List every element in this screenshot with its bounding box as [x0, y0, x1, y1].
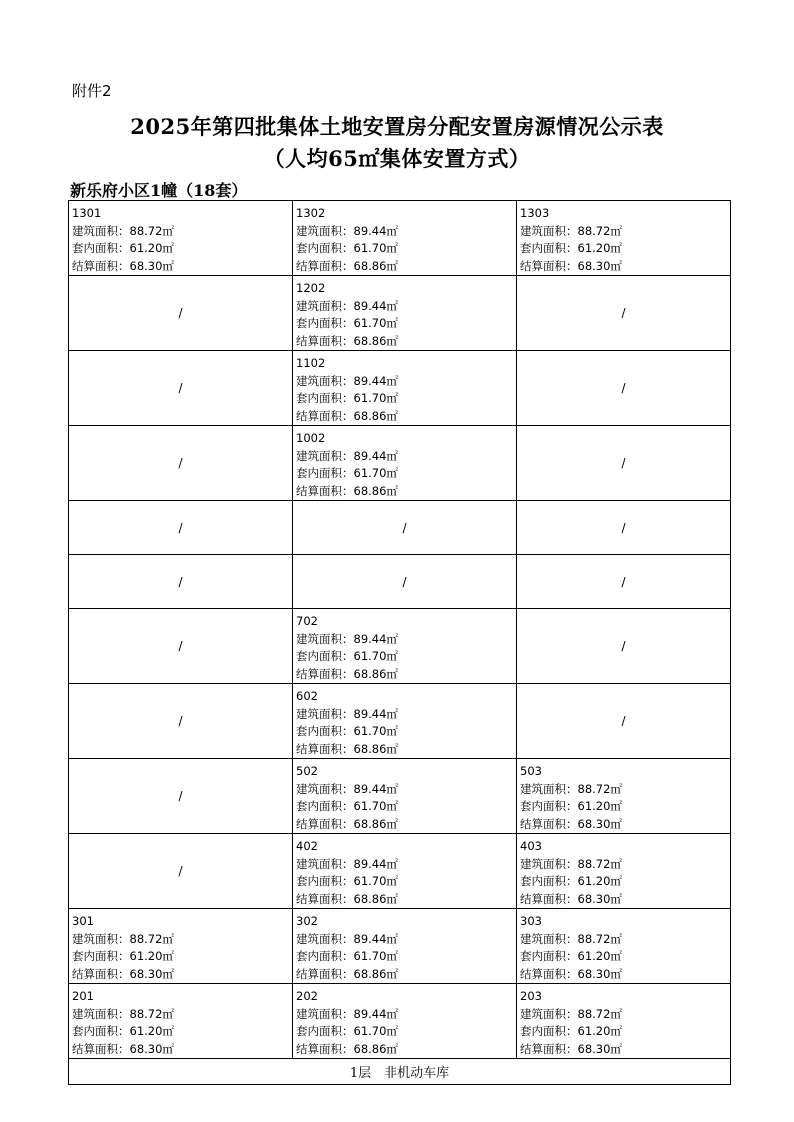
- unit-number: 1301: [72, 206, 102, 220]
- unit-number: 301: [72, 914, 94, 928]
- unit-info: [517, 909, 730, 983]
- settlement-area: 结算面积：68.86㎡: [296, 483, 398, 498]
- interior-area: 套内面积：61.70㎡: [296, 724, 398, 738]
- table-row: [69, 426, 731, 501]
- building-area: 建筑面积：88.72㎡: [72, 931, 174, 946]
- empty-unit-cell: /: [69, 351, 293, 426]
- empty-unit-cell: /: [517, 501, 731, 555]
- interior-area: 套内面积：61.20㎡: [72, 949, 174, 963]
- unit-info: [293, 984, 516, 1058]
- unit-info: [517, 984, 730, 1058]
- empty-unit-cell: /: [517, 276, 731, 351]
- unit-number: 503: [520, 764, 542, 778]
- settlement-area: 结算面积：68.30㎡: [520, 966, 622, 981]
- building-area: 建筑面积：88.72㎡: [72, 1006, 174, 1021]
- interior-area: 套内面积：61.20㎡: [520, 874, 622, 888]
- unit-info: [69, 201, 292, 275]
- interior-area: 套内面积：61.70㎡: [296, 241, 398, 255]
- unit-number: 702: [296, 614, 318, 628]
- settlement-area: 结算面积：68.30㎡: [520, 1041, 622, 1056]
- unit-cell: [293, 276, 517, 351]
- empty-unit-cell: /: [69, 555, 293, 609]
- empty-unit-cell: /: [69, 834, 293, 909]
- building-area: 建筑面积：89.44㎡: [296, 781, 398, 796]
- unit-number: 402: [296, 839, 318, 853]
- unit-table: [68, 200, 731, 1085]
- interior-area: 套内面积：61.70㎡: [296, 949, 398, 963]
- table-row: [69, 351, 731, 426]
- interior-area: 套内面积：61.70㎡: [296, 874, 398, 888]
- settlement-area: 结算面积：68.30㎡: [520, 891, 622, 906]
- empty-unit-cell: /: [69, 276, 293, 351]
- unit-cell: [517, 834, 731, 909]
- empty-unit-cell: /: [517, 609, 731, 684]
- interior-area: 套内面积：61.20㎡: [72, 241, 174, 255]
- unit-info: [293, 351, 516, 425]
- unit-cell: [293, 759, 517, 834]
- settlement-area: 结算面积：68.30㎡: [72, 258, 174, 273]
- settlement-area: 结算面积：68.86㎡: [296, 666, 398, 681]
- unit-number: 403: [520, 839, 542, 853]
- building-area: 建筑面积：88.72㎡: [520, 781, 622, 796]
- settlement-area: 结算面积：68.30㎡: [520, 816, 622, 831]
- table-row: [69, 759, 731, 834]
- unit-cell: [517, 201, 731, 276]
- unit-cell: [293, 834, 517, 909]
- settlement-area: 结算面积：68.86㎡: [296, 891, 398, 906]
- empty-unit-cell: /: [293, 501, 517, 555]
- settlement-area: 结算面积：68.86㎡: [296, 258, 398, 273]
- unit-number: 1302: [296, 206, 326, 220]
- table-row: [69, 555, 731, 609]
- building-area: 建筑面积：89.44㎡: [296, 931, 398, 946]
- settlement-area: 结算面积：68.86㎡: [296, 741, 398, 756]
- settlement-area: 结算面积：68.30㎡: [72, 966, 174, 981]
- page-subtitle: （人均65㎡集体安置方式）: [263, 146, 531, 171]
- empty-unit-cell: /: [517, 684, 731, 759]
- unit-cell: [69, 909, 293, 984]
- interior-area: 套内面积：61.20㎡: [72, 1024, 174, 1038]
- unit-cell: [293, 201, 517, 276]
- building-area: 建筑面积：89.44㎡: [296, 706, 398, 721]
- settlement-area: 结算面积：68.86㎡: [296, 816, 398, 831]
- page-title: 2025年第四批集体土地安置房分配安置房源情况公示表: [130, 114, 664, 139]
- unit-cell: [293, 351, 517, 426]
- unit-cell: [293, 684, 517, 759]
- table-row: [69, 201, 731, 276]
- unit-cell: [517, 984, 731, 1059]
- interior-area: 套内面积：61.20㎡: [520, 799, 622, 813]
- empty-unit-cell: /: [293, 555, 517, 609]
- interior-area: 套内面积：61.70㎡: [296, 649, 398, 663]
- building-area: 建筑面积：89.44㎡: [296, 298, 398, 313]
- settlement-area: 结算面积：68.86㎡: [296, 408, 398, 423]
- unit-info: [293, 684, 516, 758]
- settlement-area: 结算面积：68.30㎡: [72, 1041, 174, 1056]
- unit-cell: [293, 909, 517, 984]
- unit-info: [293, 909, 516, 983]
- unit-info: [517, 759, 730, 833]
- unit-cell: [517, 759, 731, 834]
- table-row: [69, 501, 731, 555]
- unit-info: [293, 201, 516, 275]
- settlement-area: 结算面积：68.86㎡: [296, 333, 398, 348]
- empty-unit-cell: /: [517, 426, 731, 501]
- interior-area: 套内面积：61.70㎡: [296, 799, 398, 813]
- building-area: 建筑面积：89.44㎡: [296, 856, 398, 871]
- building-area: 建筑面积：88.72㎡: [520, 1006, 622, 1021]
- building-area: 建筑面积：88.72㎡: [520, 931, 622, 946]
- empty-unit-cell: /: [69, 609, 293, 684]
- unit-cell: [69, 201, 293, 276]
- unit-cell: [293, 609, 517, 684]
- interior-area: 套内面积：61.20㎡: [520, 241, 622, 255]
- interior-area: 套内面积：61.70㎡: [296, 316, 398, 330]
- building-area: 建筑面积：89.44㎡: [296, 1006, 398, 1021]
- empty-unit-cell: /: [69, 426, 293, 501]
- unit-number: 201: [72, 989, 94, 1003]
- table-row: [69, 609, 731, 684]
- unit-info: [293, 834, 516, 908]
- building-heading: 新乐府小区1幢（18套）: [70, 181, 248, 200]
- unit-info: [293, 609, 516, 683]
- unit-cell: [293, 984, 517, 1059]
- unit-number: 1102: [296, 356, 326, 370]
- unit-number: 303: [520, 914, 542, 928]
- interior-area: 套内面积：61.70㎡: [296, 391, 398, 405]
- unit-number: 502: [296, 764, 318, 778]
- settlement-area: 结算面积：68.86㎡: [296, 966, 398, 981]
- building-area: 建筑面积：88.72㎡: [520, 223, 622, 238]
- building-area: 建筑面积：89.44㎡: [296, 631, 398, 646]
- table-row: [69, 1059, 731, 1085]
- unit-cell: [517, 909, 731, 984]
- empty-unit-cell: /: [517, 351, 731, 426]
- building-area: 建筑面积：88.72㎡: [72, 223, 174, 238]
- unit-number: 202: [296, 989, 318, 1003]
- empty-unit-cell: /: [69, 684, 293, 759]
- interior-area: 套内面积：61.20㎡: [520, 949, 622, 963]
- unit-info: [293, 426, 516, 500]
- unit-info: [69, 984, 292, 1058]
- table-row: [69, 834, 731, 909]
- unit-number: 1303: [520, 206, 550, 220]
- unit-number: 1202: [296, 281, 326, 295]
- unit-number: 302: [296, 914, 318, 928]
- unit-table-body: [69, 201, 731, 1059]
- unit-info: [517, 834, 730, 908]
- table-row: [69, 984, 731, 1059]
- interior-area: 套内面积：61.20㎡: [520, 1024, 622, 1038]
- unit-info: [69, 909, 292, 983]
- ground-floor-note: 1层 非机动车库: [69, 1059, 731, 1085]
- interior-area: 套内面积：61.70㎡: [296, 466, 398, 480]
- building-area: 建筑面积：89.44㎡: [296, 373, 398, 388]
- unit-cell: [293, 426, 517, 501]
- attachment-label: 附件2: [72, 82, 112, 100]
- unit-info: [517, 201, 730, 275]
- building-area: 建筑面积：89.44㎡: [296, 448, 398, 463]
- building-area: 建筑面积：89.44㎡: [296, 223, 398, 238]
- unit-number: 203: [520, 989, 542, 1003]
- settlement-area: 结算面积：68.30㎡: [520, 258, 622, 273]
- unit-info: [293, 759, 516, 833]
- unit-number: 602: [296, 689, 318, 703]
- empty-unit-cell: /: [69, 501, 293, 555]
- settlement-area: 结算面积：68.86㎡: [296, 1041, 398, 1056]
- table-row: [69, 684, 731, 759]
- table-row: [69, 276, 731, 351]
- unit-number: 1002: [296, 431, 326, 445]
- interior-area: 套内面积：61.70㎡: [296, 1024, 398, 1038]
- empty-unit-cell: /: [517, 555, 731, 609]
- unit-cell: [69, 984, 293, 1059]
- table-row: [69, 909, 731, 984]
- building-area: 建筑面积：88.72㎡: [520, 856, 622, 871]
- unit-info: [293, 276, 516, 350]
- empty-unit-cell: /: [69, 759, 293, 834]
